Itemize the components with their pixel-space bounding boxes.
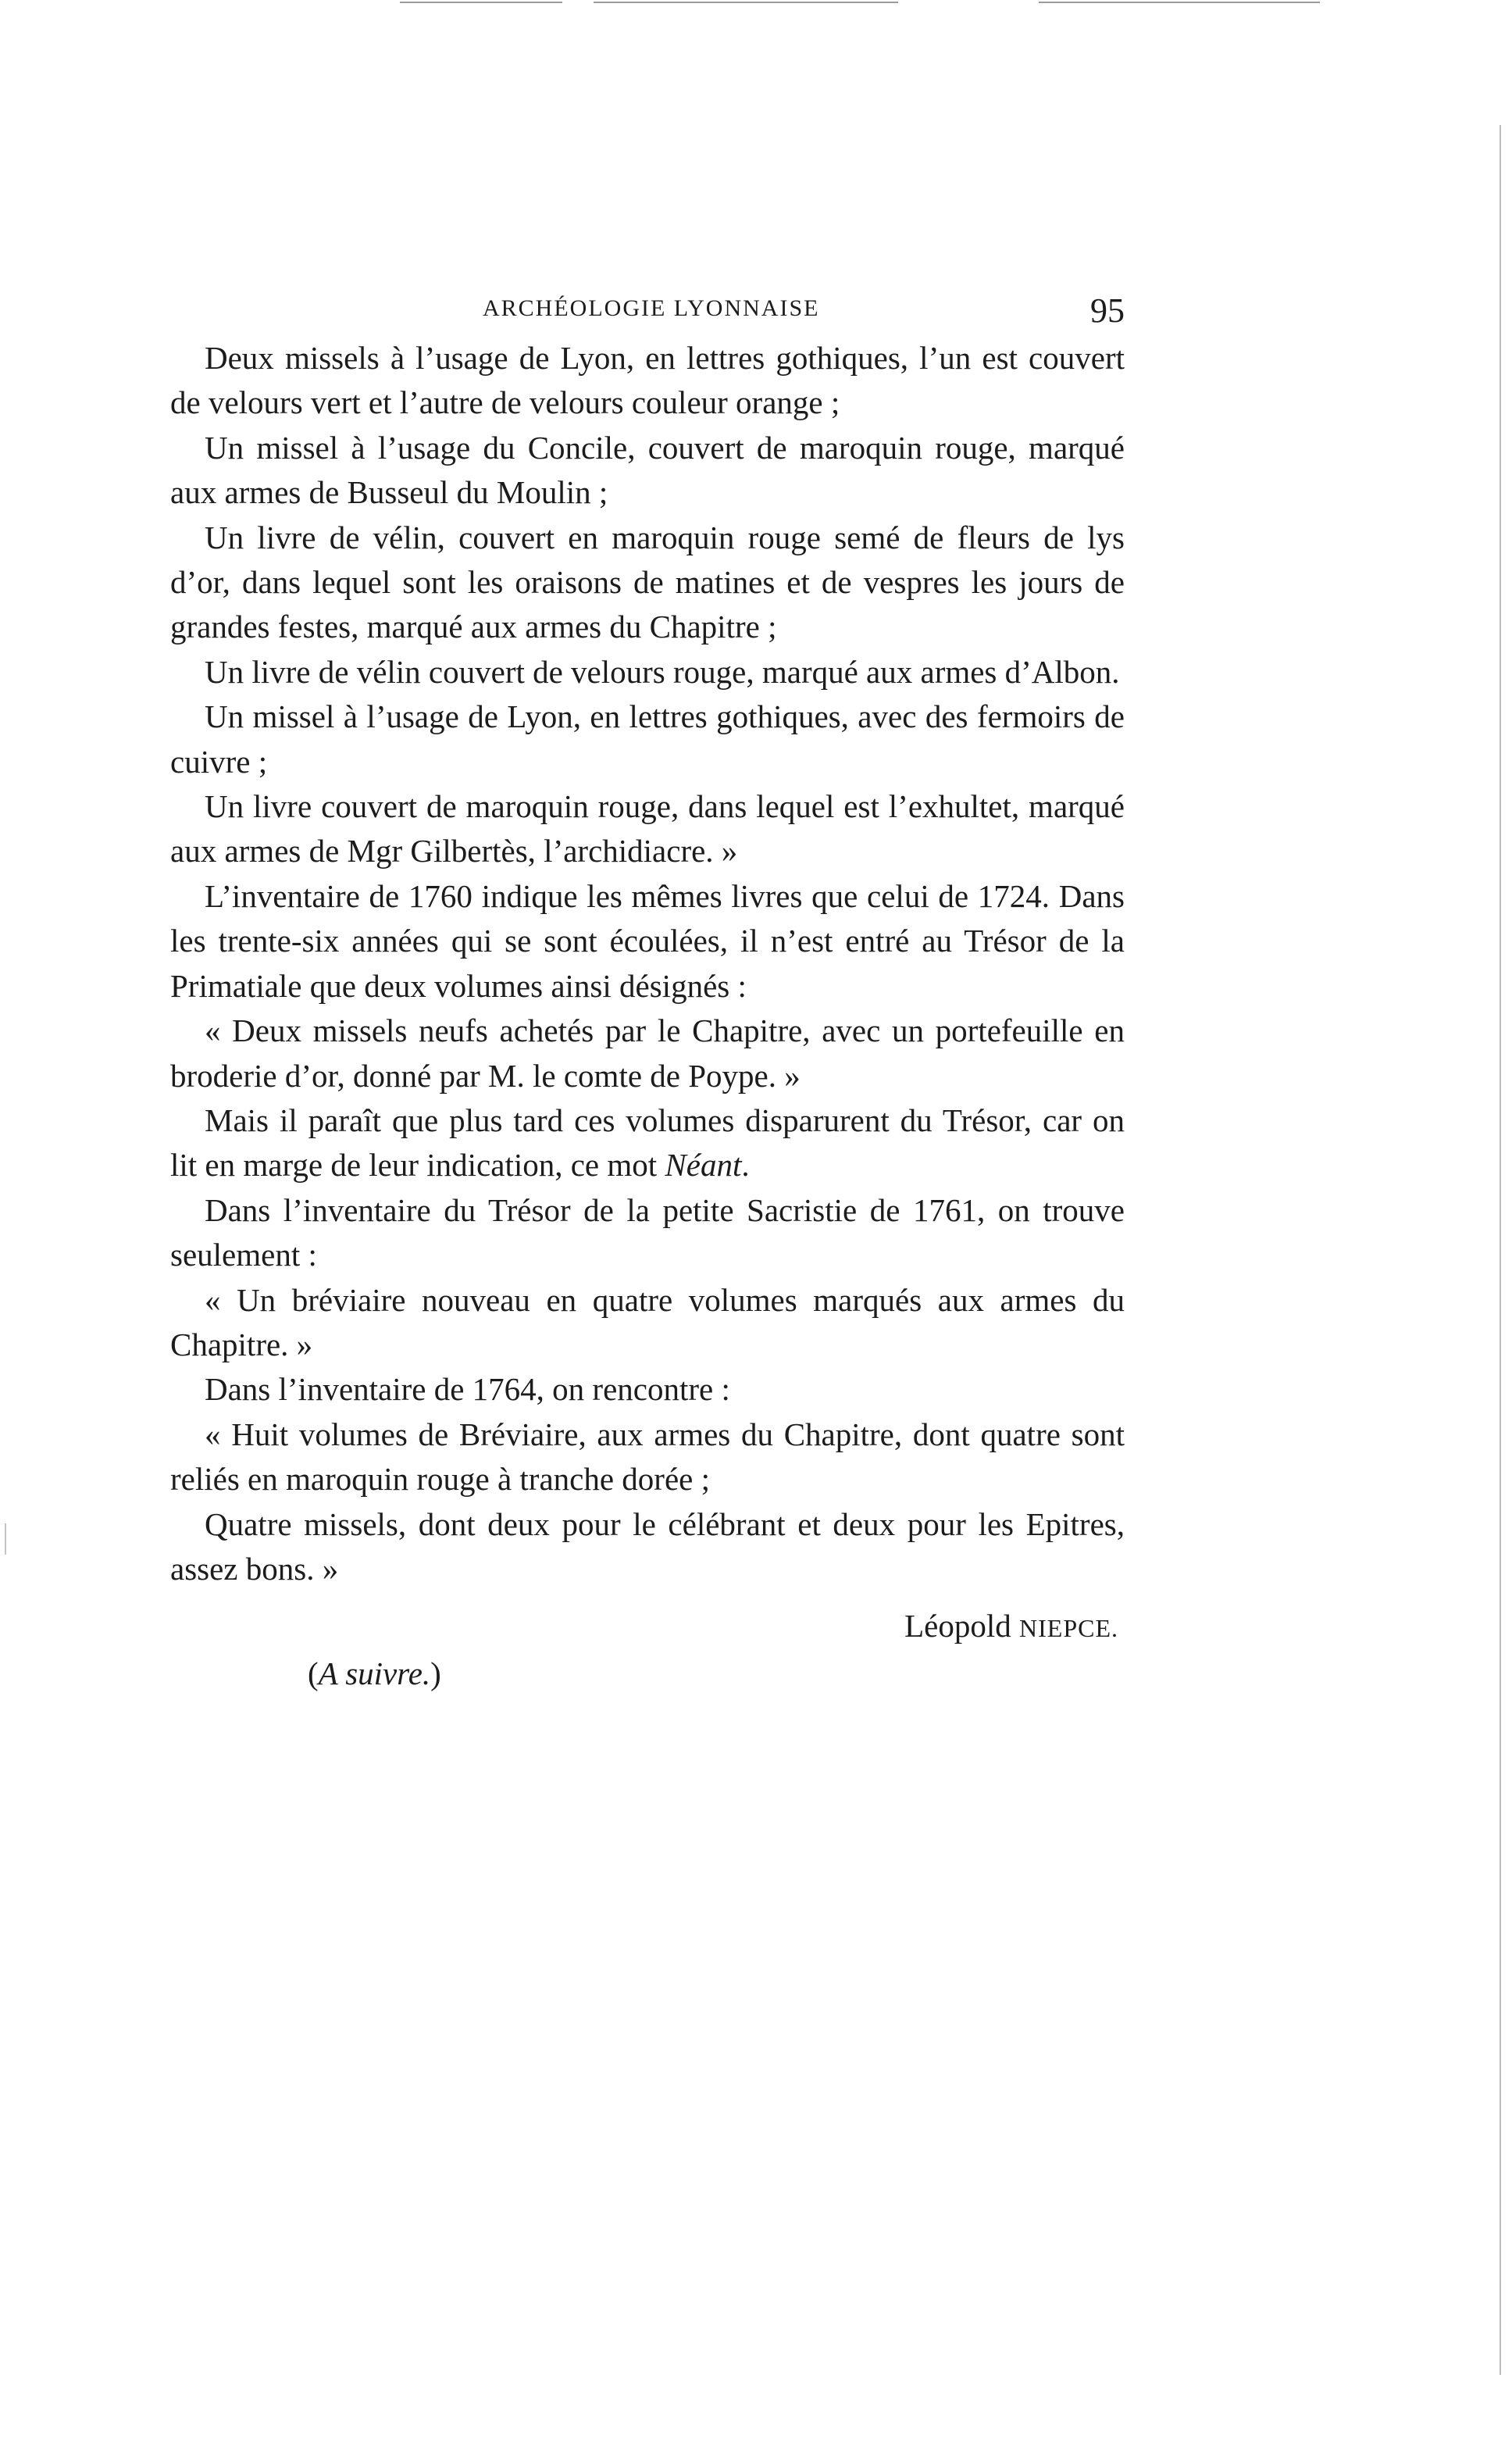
paragraph-livre-velin-lys: Un livre de vélin, couvert en maroquin rouge semé de fleurs de lys d’or, dans lequel sont les oraisons de matines et de vespres les jours de grandes festes, marqué aux armes du Chapitre ; (170, 519, 1125, 645)
neant-italic-word: Néant (665, 1147, 742, 1184)
paragraph-quatre-missels: Quatre missels, dont deux pour le célébrant et deux pour les Epitres, assez bons. » (170, 1505, 1125, 1587)
paragraph-missel-fermoirs: Un missel à l’usage de Lyon, en lettres gothiques, avec des fermoirs de cuivre ; (170, 698, 1125, 780)
continued-note (170, 1652, 1125, 1696)
scan-top-rule-left (400, 2, 562, 3)
page-number: 95 (1090, 291, 1125, 330)
paragraph-inventaire-1764: Dans l’inventaire de 1764, on rencontre : (205, 1371, 730, 1408)
continued-text: A suivre. (318, 1655, 431, 1691)
paragraph-breviaire-nouveau: « Un bréviaire nouveau en quatre volumes marqués aux armes du Chapitre. » (170, 1281, 1125, 1362)
paragraph-livre-velin-albon: Un livre de vélin couvert de velours rouge, marqué aux armes d’Albon. (205, 653, 1120, 690)
scan-left-edge (5, 1523, 6, 1555)
scan-top-rule-right (1039, 2, 1320, 3)
body-text (170, 336, 1125, 1591)
neant-text-after: . (741, 1147, 750, 1184)
paragraph-inventaire-1760: L’inventaire de 1760 indique les mêmes livres que celui de 1724. Dans les trente-six années qui se sont écoulées, il n’est entré au Trésor de la Primatiale que deux volumes ainsi désignés : (170, 877, 1125, 1004)
continued-open-paren: ( (308, 1655, 319, 1691)
paragraph-missels-neufs: « Deux missels neufs achetés par le Chapitre, avec un portefeuille en broderie d’or, donné par M. le comte de Poype. » (170, 1012, 1125, 1094)
running-head (170, 281, 1125, 336)
scan-top-rule-middle (594, 2, 898, 3)
scan-right-edge (1500, 125, 1501, 2375)
paragraph-missel-concile: Un missel à l’usage du Concile, couvert de maroquin rouge, marqué aux armes de Busseul du Moulin ; (170, 429, 1125, 511)
author-last-name: NIEPCE. (1019, 1614, 1118, 1643)
book-page (170, 281, 1125, 1696)
author-first-name: Léopold (904, 1608, 1011, 1644)
paragraph-neant (170, 1098, 1125, 1188)
paragraph-livre-exhultet: Un livre couvert de maroquin rouge, dans lequel est l’exhultet, marqué aux armes de Mgr Gilbertès, l’archidiacre. » (170, 788, 1125, 870)
continued-close-paren: ) (430, 1655, 441, 1691)
author-signature (170, 1604, 1125, 1651)
neant-text-before: Mais il paraît que plus tard ces volumes disparurent du Trésor, car on lit en marge de leur indication, ce mot (170, 1102, 1125, 1184)
paragraph-huit-volumes: « Huit volumes de Bréviaire, aux armes du Chapitre, dont quatre sont reliés en maroquin rouge à tranche dorée ; (170, 1416, 1125, 1498)
paragraph-inventaire-1761: Dans l’inventaire du Trésor de la petite Sacristie de 1761, on trouve seulement : (170, 1191, 1125, 1273)
paragraph-deux-missels: Deux missels à l’usage de Lyon, en lettres gothiques, l’un est couvert de velours vert et l’autre de velours couleur orange ; (170, 340, 1125, 421)
running-title: ARCHÉOLOGIE LYONNAISE (483, 295, 820, 321)
